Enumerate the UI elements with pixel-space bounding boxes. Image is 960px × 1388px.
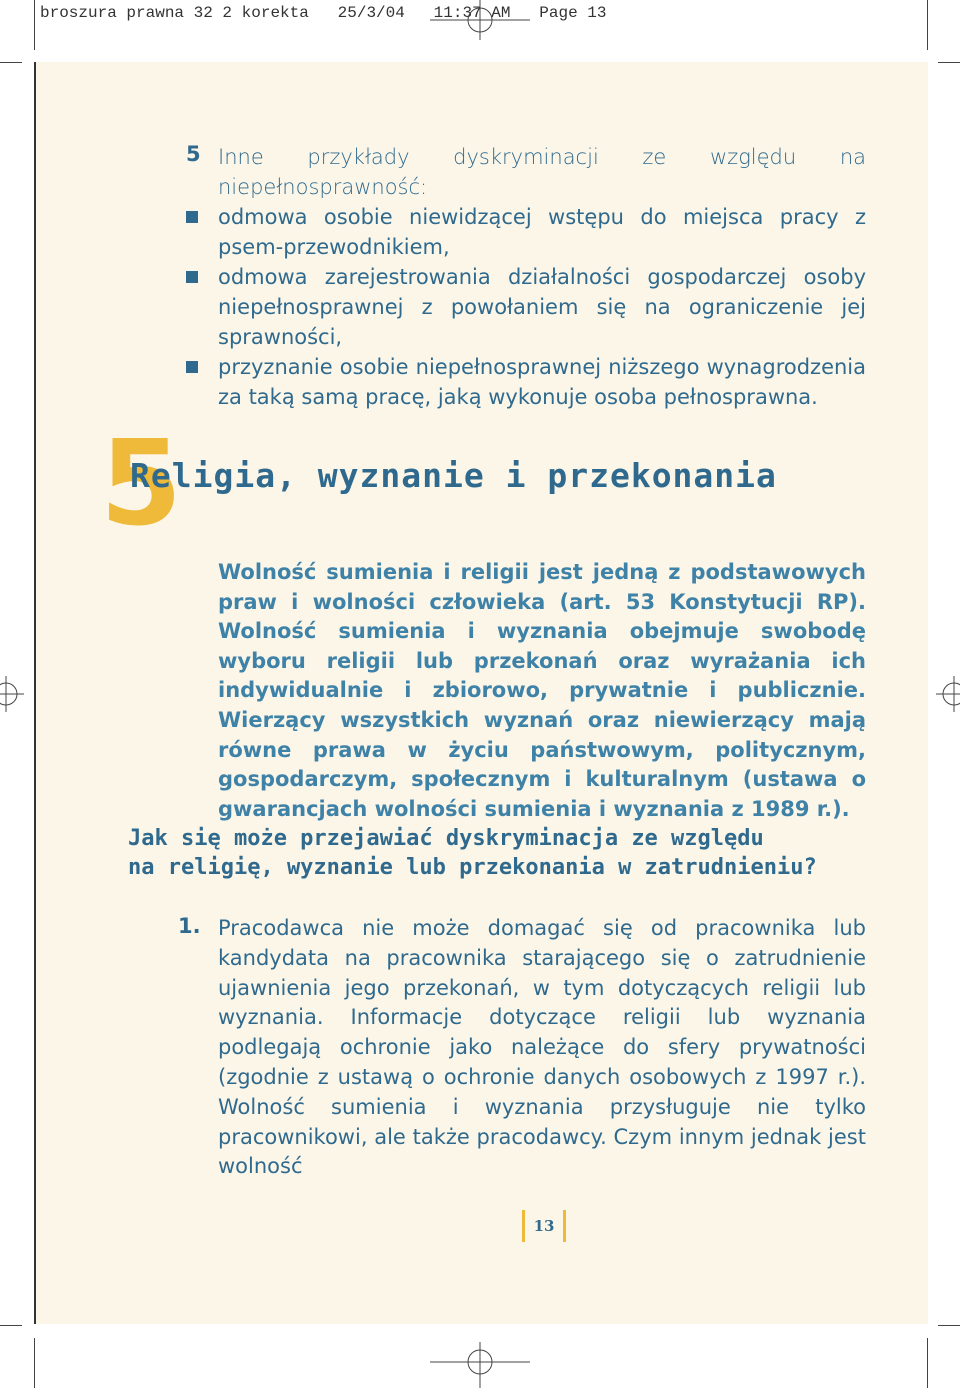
bullet-list bbox=[186, 202, 866, 412]
point-number: 1. bbox=[178, 914, 201, 938]
crop-mark-bottom-right bbox=[927, 1338, 928, 1388]
list-number: 5 bbox=[186, 142, 201, 166]
page-edge-line bbox=[34, 62, 36, 1324]
crop-mark-bottom-left bbox=[34, 1338, 35, 1388]
registration-mark-right bbox=[936, 666, 960, 722]
list-item: odmowa zarejestrowania działalności gospodarczej osoby niepełnosprawnej z powołaniem się na ograniczenie jej sprawności, bbox=[186, 262, 866, 352]
list-intro: Inne przykłady dyskryminacji ze względu na niepełnosprawność: bbox=[218, 145, 866, 199]
registration-mark-top bbox=[430, 0, 530, 40]
section-title: Religia, wyznanie i przekonania bbox=[130, 456, 777, 495]
point-text: Pracodawca nie może domagać się od pracownika lub kandydata na pracownika starającego się o zatrudnienie ujawnienia jego przekonań, w tym dotyczących religii lub wyznania. Informacje dotyczące religii lub wyznania podlegają ochronie jako należące do sfery prywatności (zgodnie z ustawą o ochronie danych osobowych z 1997 r.). Wolność sumienia i wyznania przysługuje nie tylko pracownikowi, ale także pracodawcy. Czym innym jednak jest wolność bbox=[218, 916, 866, 1179]
registration-mark-bottom bbox=[430, 1342, 530, 1388]
crop-mark-top-left bbox=[34, 0, 35, 50]
crop-mark-top-right bbox=[927, 0, 928, 50]
crop-mark-right-bottom bbox=[938, 1325, 960, 1326]
print-slug: broszura prawna 32 2 korekta 25/3/04 11:37 AM Page 13 bbox=[40, 4, 607, 22]
bullet-square-icon bbox=[186, 271, 198, 283]
crop-mark-right-top bbox=[938, 62, 960, 63]
question-heading bbox=[128, 824, 848, 882]
list-item: odmowa osobie niewidzącej wstępu do miejsca pracy z psem-przewodnikiem, bbox=[186, 202, 866, 262]
crop-mark-left-top bbox=[0, 62, 22, 63]
bullet-square-icon bbox=[186, 211, 198, 223]
question-line: Jak się może przejawiać dyskryminacja ze względu bbox=[128, 826, 764, 851]
question-line: na religię, wyznanie lub przekonania w zatrudnieniu? bbox=[128, 855, 817, 880]
section-intro: Wolność sumienia i religii jest jedną z podstawowych praw i wolności człowieka (art. 53 Konstytucji RP). Wolność sumienia i wyznania obejmuje swobodę wyboru religii lub przekonań oraz wyrażania ich indywidualnie i zbiorowo, prywatnie i publicznie. Wierzący wszystkich wyznań oraz niewierzący mają równe prawa w życiu państwowym, politycznym, gospodarczym, społecznym i kulturalnym (ustawa o gwarancjach wolności sumienia i wyznania z 1989 r.). bbox=[218, 560, 866, 821]
registration-mark-left bbox=[0, 666, 24, 722]
list-item: przyznanie osobie niepełnosprawnej niższego wynagrodzenia za taką samą pracę, jaką wykonuje osoba pełnosprawna. bbox=[186, 352, 866, 412]
page-number: 13 bbox=[522, 1210, 566, 1242]
section-number: 5 bbox=[100, 414, 183, 552]
bullet-square-icon bbox=[186, 361, 198, 373]
crop-mark-left-bottom bbox=[0, 1325, 22, 1326]
